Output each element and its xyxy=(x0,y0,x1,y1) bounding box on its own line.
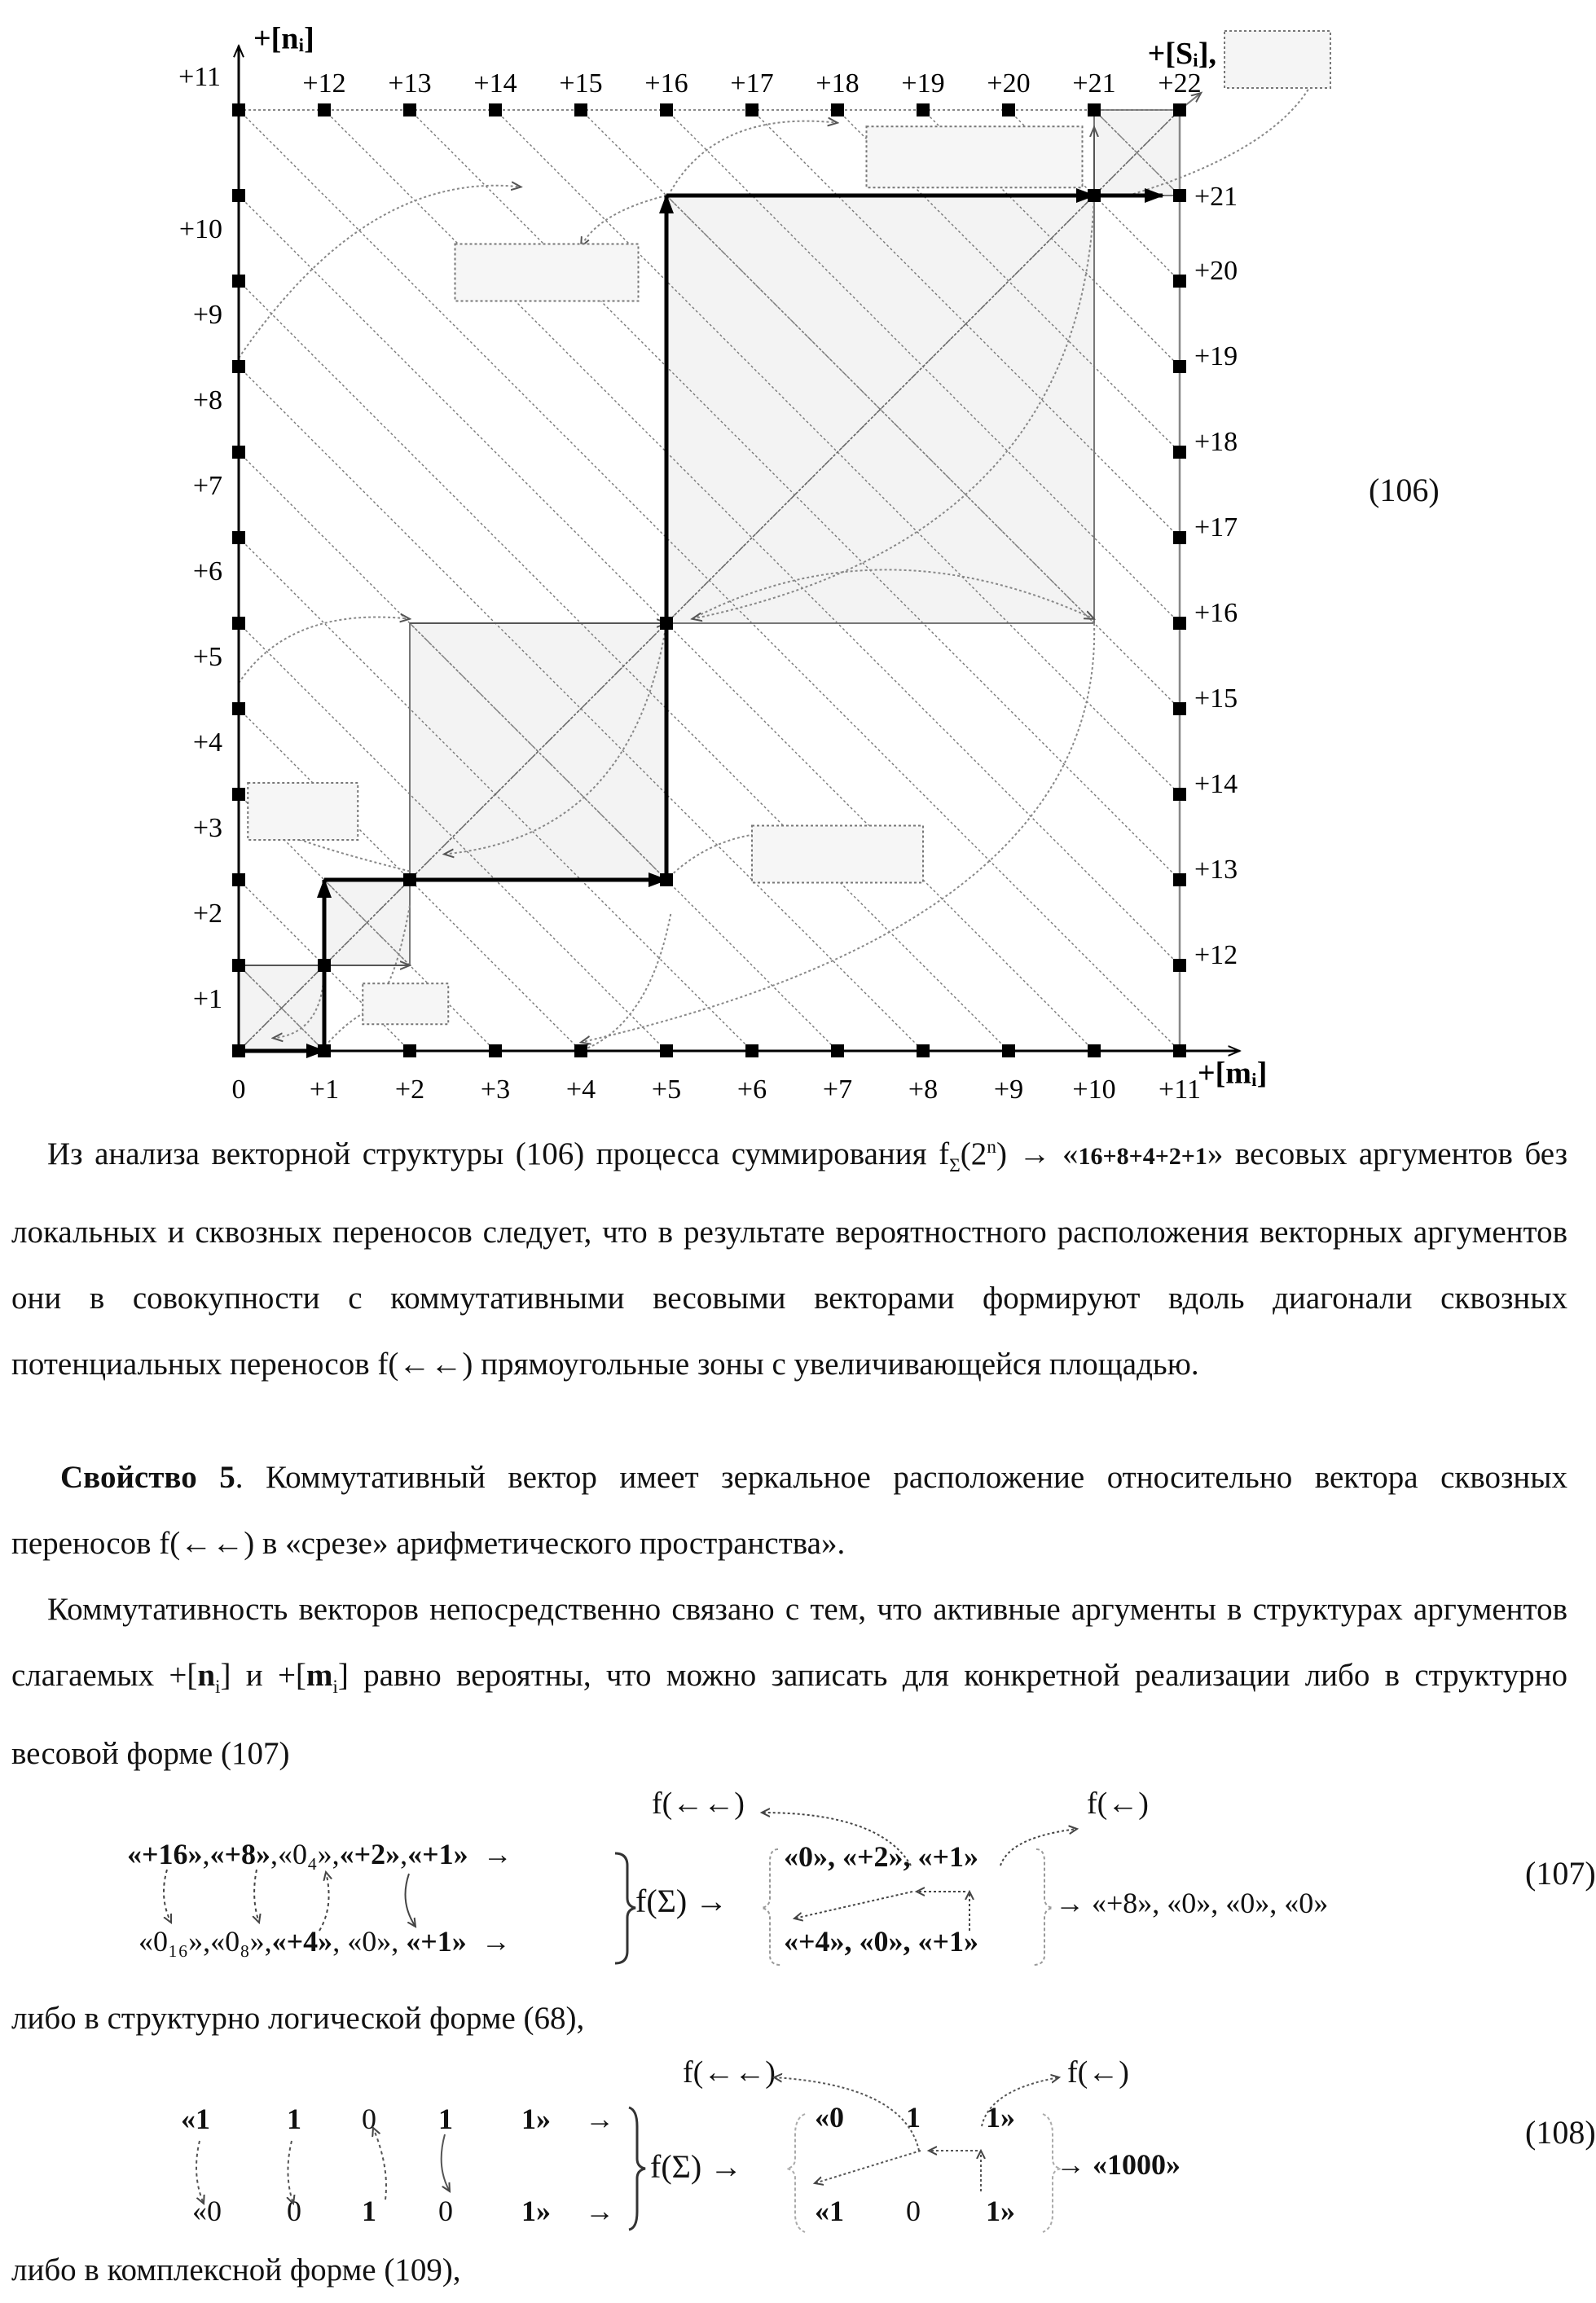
vector-node xyxy=(660,617,673,630)
tick-top-7 xyxy=(831,103,844,116)
tick-x-10 xyxy=(1088,1044,1101,1057)
eq107-arrows xyxy=(0,1784,1587,1988)
eq107-row2: «0₁₆»,«0₈»,«+4», «0», «+1» → xyxy=(138,1924,511,1958)
tick-y-7 xyxy=(232,446,245,459)
tick-right-3 xyxy=(1173,788,1186,801)
eq107-internal-diag xyxy=(794,1892,912,1918)
y-tick-label-top: +11 xyxy=(178,62,221,92)
paragraph-analysis xyxy=(11,1114,1567,1397)
property-5-text: . Коммутативный вектор имеет зеркальное расположение относительно вектора сквозных переносов f(←←) в «срезе» арифметического пространства». xyxy=(11,1460,1567,1561)
tick-top-5 xyxy=(660,103,673,116)
vector-structure-diagram xyxy=(0,0,1587,1092)
sum-fn-box xyxy=(1224,31,1330,88)
zone-label-box-2 xyxy=(248,783,358,840)
eq107-r1-c4: «+1» xyxy=(407,1838,468,1870)
tick-x-11 xyxy=(1173,1044,1186,1057)
tick-y-10 xyxy=(232,189,245,202)
y-tick-label: +6 xyxy=(193,556,222,587)
tick-x-2 xyxy=(403,1044,416,1057)
tick-y-6 xyxy=(232,531,245,544)
tick-right-2 xyxy=(1173,873,1186,886)
arrow: → xyxy=(483,1838,512,1870)
y-tick-label: +7 xyxy=(193,471,222,501)
eq107-fsum: f(Σ) → xyxy=(635,1882,728,1920)
eq107-inner-row2: «+4», «0», «+1» xyxy=(784,1924,978,1958)
vector-node xyxy=(318,959,331,972)
x-tick-label: +8 xyxy=(908,1075,938,1105)
sum-axis-label: +[Sᵢ], xyxy=(1148,37,1216,71)
eq108-inner-brace-left xyxy=(787,2114,805,2232)
eq107-carry-to-single xyxy=(1000,1829,1077,1866)
top-tick-label: +18 xyxy=(816,68,859,99)
eq108-r1-c3: 1 xyxy=(438,2102,453,2136)
right-tick-label: +20 xyxy=(1194,256,1238,286)
eq107-r1-c3: «+2» xyxy=(340,1838,401,1870)
p3-text-a: Коммутативность векторов непосредственно связано с тем, что активные аргументы в структурах аргументов слагаемых +[ xyxy=(11,1592,1567,1693)
y-tick-label: +3 xyxy=(193,813,222,843)
tick-right-4 xyxy=(1173,702,1186,715)
x-tick-label: +2 xyxy=(395,1075,424,1105)
eq108-r1-c0: «1 xyxy=(181,2102,210,2136)
tick-top-3 xyxy=(489,103,502,116)
i-subscript: i xyxy=(332,1677,338,1698)
x-tick-label: +5 xyxy=(652,1075,681,1105)
arrow: → xyxy=(585,2194,614,2228)
vector-node xyxy=(660,873,673,886)
eq107-carry-to-double xyxy=(762,1813,911,1866)
paragraph-property-5 xyxy=(11,1444,1567,1576)
right-tick-label: +16 xyxy=(1194,598,1238,628)
eq108-r2-c4: 1» xyxy=(521,2194,551,2228)
top-tick-label: +13 xyxy=(388,68,431,99)
sigma-subscript: Σ xyxy=(949,1155,961,1176)
x-tick-label: +11 xyxy=(1159,1075,1201,1105)
eq107-inner-row1: «0», «+2», «+1» xyxy=(784,1839,978,1874)
right-tick-label: +18 xyxy=(1194,427,1238,457)
eq108-swap-arrow-1 xyxy=(196,2141,204,2204)
eq107-swap-arrow-16 xyxy=(164,1870,171,1923)
paragraph-logical-form: либо в структурно логической форме (68), xyxy=(11,1985,1567,2051)
tick-top-8 xyxy=(917,103,930,116)
eq107-row1: «+16»,«+8»,«0₄»,«+2»,«+1» → xyxy=(127,1837,512,1871)
eq107-r2-c1: «0₈» xyxy=(210,1925,265,1958)
property-5-heading: Свойство 5 xyxy=(60,1460,235,1495)
eq108-ir1-c0: «0 xyxy=(815,2100,844,2134)
equation-number-106: (106) xyxy=(1369,471,1440,509)
arrow: → xyxy=(585,2102,614,2136)
y-tick-label: +8 xyxy=(193,385,222,415)
p1-text-c: ) → « xyxy=(996,1136,1079,1171)
x-axis-label: +[mᵢ] xyxy=(1198,1057,1267,1091)
n-superscript: n xyxy=(987,1136,996,1158)
right-tick-label: +19 xyxy=(1194,341,1238,371)
tick-x-8 xyxy=(917,1044,930,1057)
right-tick-label: +13 xyxy=(1194,855,1238,885)
right-tick-label: +17 xyxy=(1194,512,1238,543)
y-tick-label: +5 xyxy=(193,642,222,672)
eq107-swap-arrow-8 xyxy=(254,1870,259,1923)
top-tick-label: +17 xyxy=(730,68,773,99)
f-double-carry-108: f(←←) xyxy=(683,2055,776,2090)
tick-y-2 xyxy=(232,873,245,886)
y-tick-label: +9 xyxy=(193,300,222,330)
tick-x-3 xyxy=(489,1044,502,1057)
x-tick-label: +4 xyxy=(566,1075,596,1105)
commutation-curve-2 xyxy=(581,196,666,247)
x-tick-label: +9 xyxy=(994,1075,1023,1105)
tick-top-4 xyxy=(574,103,587,116)
eq107-inner-brace-right xyxy=(1033,1849,1053,1965)
tick-y-8 xyxy=(232,360,245,373)
x-tick-label: +10 xyxy=(1072,1075,1115,1105)
tick-y-4 xyxy=(232,702,245,715)
paragraph-complex-form: либо в комплексной форме (109), xyxy=(11,2237,1567,2303)
eq108-r2-c1: 0 xyxy=(287,2194,301,2228)
tick-y-9 xyxy=(232,275,245,288)
tick-x-5 xyxy=(660,1044,673,1057)
equation-number-108: (108) xyxy=(1525,2113,1596,2151)
right-tick-label: +15 xyxy=(1194,683,1238,714)
zone-label-box-4 xyxy=(455,244,639,301)
y-tick-label: +2 xyxy=(193,899,222,929)
equation-number-107: (107) xyxy=(1525,1854,1596,1892)
top-tick-label: +21 xyxy=(1072,68,1115,99)
p3-text-c: ] равно вероятны, что можно записать для конкретной реализации либо в структурно весовой форме (107) xyxy=(11,1658,1567,1771)
eq107-swap-arrow-4 xyxy=(319,1872,329,1931)
tick-right-8 xyxy=(1173,360,1186,373)
y-tick-label: +4 xyxy=(193,727,222,758)
commutation-curve-3 xyxy=(239,618,410,683)
eq108-fsum: f(Σ) → xyxy=(650,2147,742,2186)
p1-text-b: (2 xyxy=(961,1136,987,1171)
tick-top-6 xyxy=(745,103,758,116)
eq107-r2-c0: «0₁₆» xyxy=(138,1925,203,1958)
top-tick-label: +19 xyxy=(901,68,944,99)
paragraph-commutativity xyxy=(11,1576,1567,1787)
eq108-arrows xyxy=(0,2053,1587,2265)
top-tick-label: +16 xyxy=(644,68,688,99)
i-subscript: i xyxy=(215,1677,221,1698)
tick-top-10 xyxy=(1088,103,1101,116)
eq108-r2-c0: «0 xyxy=(192,2194,222,2228)
commutation-curve-4 xyxy=(670,121,838,191)
x-tick-label: +1 xyxy=(310,1075,339,1105)
tick-top-9 xyxy=(1002,103,1015,116)
tick-top-1 xyxy=(318,103,331,116)
p1-text-d: » весовых аргументов без локальных и сквозных переносов следует, что в результате вероятностного расположения векторных аргументов они в совокупности с коммутативными весовыми векторами формируют вдоль диагонали сквозных потенциальных переносов f(←←) прямоугольные зоны с увеличивающейся площадью. xyxy=(11,1136,1567,1382)
vector-node xyxy=(403,873,416,886)
p3-text-b: ] и +[ xyxy=(221,1658,306,1693)
x-tick-label: +7 xyxy=(823,1075,852,1105)
eq108-r2-c3: 0 xyxy=(438,2194,453,2228)
eq107-r2-c4: «+1» xyxy=(406,1925,467,1958)
m-symbol: m xyxy=(306,1658,333,1693)
zone-label-box-3 xyxy=(752,826,923,883)
eq108-ir2-c1: 0 xyxy=(906,2194,921,2228)
tick-right-5 xyxy=(1173,617,1186,630)
f-double-carry-107: f(←←) xyxy=(652,1786,745,1822)
tick-x-6 xyxy=(745,1044,758,1057)
arrow: → xyxy=(481,1925,511,1958)
weights-sequence: 16+8+4+2+1 xyxy=(1079,1143,1207,1170)
tick-x-1 xyxy=(318,1044,331,1057)
y-tick-label: +10 xyxy=(179,214,222,244)
eq108-ir2-c0: «1 xyxy=(815,2194,844,2228)
eq107-r1-c1: «+8» xyxy=(210,1838,271,1870)
tick-y-3 xyxy=(232,788,245,801)
eq107-r1-c0: «+16» xyxy=(127,1838,203,1870)
right-tick-label: +12 xyxy=(1194,940,1238,970)
eq107-swap-arrow-2 xyxy=(406,1874,416,1927)
x-tick-label: +3 xyxy=(481,1075,510,1105)
eq108-carry-to-single xyxy=(982,2077,1059,2126)
p1-text: Из анализа векторной структуры (106) процесса суммирования f xyxy=(47,1136,949,1171)
tick-top-11 xyxy=(1173,103,1186,116)
eq107-r2-c2: «+4» xyxy=(272,1925,333,1958)
x-tick-label: +6 xyxy=(737,1075,767,1105)
eq108-inner-brace-right xyxy=(1043,2114,1061,2232)
eq108-r1-c4: 1» xyxy=(521,2102,551,2136)
y-tick-label: +1 xyxy=(193,984,222,1014)
eq108-r1-c1: 1 xyxy=(287,2102,301,2136)
eq107-result: → «+8», «0», «0», «0» xyxy=(1055,1886,1328,1920)
eq108-ir1-c1: 1 xyxy=(906,2100,921,2134)
eq108-r1-c2: 0 xyxy=(362,2102,376,2136)
tick-x-7 xyxy=(831,1044,844,1057)
y-axis-label: +[nᵢ] xyxy=(253,21,314,55)
eq107-r2-c3: «0» xyxy=(347,1925,391,1958)
top-tick-label: +15 xyxy=(559,68,602,99)
right-tick-label: +21 xyxy=(1194,182,1238,212)
zone-label-box-1 xyxy=(363,983,448,1024)
tick-right-1 xyxy=(1173,959,1186,972)
eq107-r1-c2: «0₄» xyxy=(278,1838,332,1870)
eq108-result: → «1000» xyxy=(1056,2147,1181,2182)
eq108-ir1-c2: 1» xyxy=(986,2100,1015,2134)
tick-x-9 xyxy=(1002,1044,1015,1057)
right-tick-label: +14 xyxy=(1194,769,1238,799)
tick-right-7 xyxy=(1173,446,1186,459)
tick-right-9 xyxy=(1173,275,1186,288)
f-single-carry-108: f(←) xyxy=(1067,2055,1129,2090)
eq108-ir2-c2: 1» xyxy=(986,2194,1015,2228)
eq108-brace xyxy=(629,2107,645,2230)
eq108-internal-diag xyxy=(815,2151,921,2183)
commutation-curve-15 xyxy=(581,914,670,1051)
tick-y-1 xyxy=(232,959,245,972)
tick-x-4 xyxy=(574,1044,587,1057)
vector-node xyxy=(1088,189,1101,202)
eq108-swap-arrow-2 xyxy=(288,2141,293,2204)
n-symbol: n xyxy=(197,1658,215,1693)
f-single-carry-107: f(←) xyxy=(1087,1786,1149,1822)
eq108-swap-arrow-3 xyxy=(373,2128,386,2200)
tick-top-2 xyxy=(403,103,416,116)
top-tick-label: +12 xyxy=(302,68,345,99)
top-tick-label: +14 xyxy=(473,68,517,99)
tick-y-0 xyxy=(232,1044,245,1057)
eq107-inner-brace-left xyxy=(762,1849,780,1965)
tick-y-5 xyxy=(232,617,245,630)
tick-right-6 xyxy=(1173,531,1186,544)
zone-label-box-5 xyxy=(867,126,1083,187)
top-tick-label: +22 xyxy=(1158,68,1201,99)
x-tick-label: 0 xyxy=(232,1075,246,1105)
tick-right-10 xyxy=(1173,189,1186,202)
eq108-r2-c2: 1 xyxy=(362,2194,376,2228)
tick-y-11 xyxy=(232,103,245,116)
eq107-brace xyxy=(615,1853,635,1963)
top-tick-label: +20 xyxy=(987,68,1030,99)
eq108-swap-arrow-4 xyxy=(442,2134,450,2191)
